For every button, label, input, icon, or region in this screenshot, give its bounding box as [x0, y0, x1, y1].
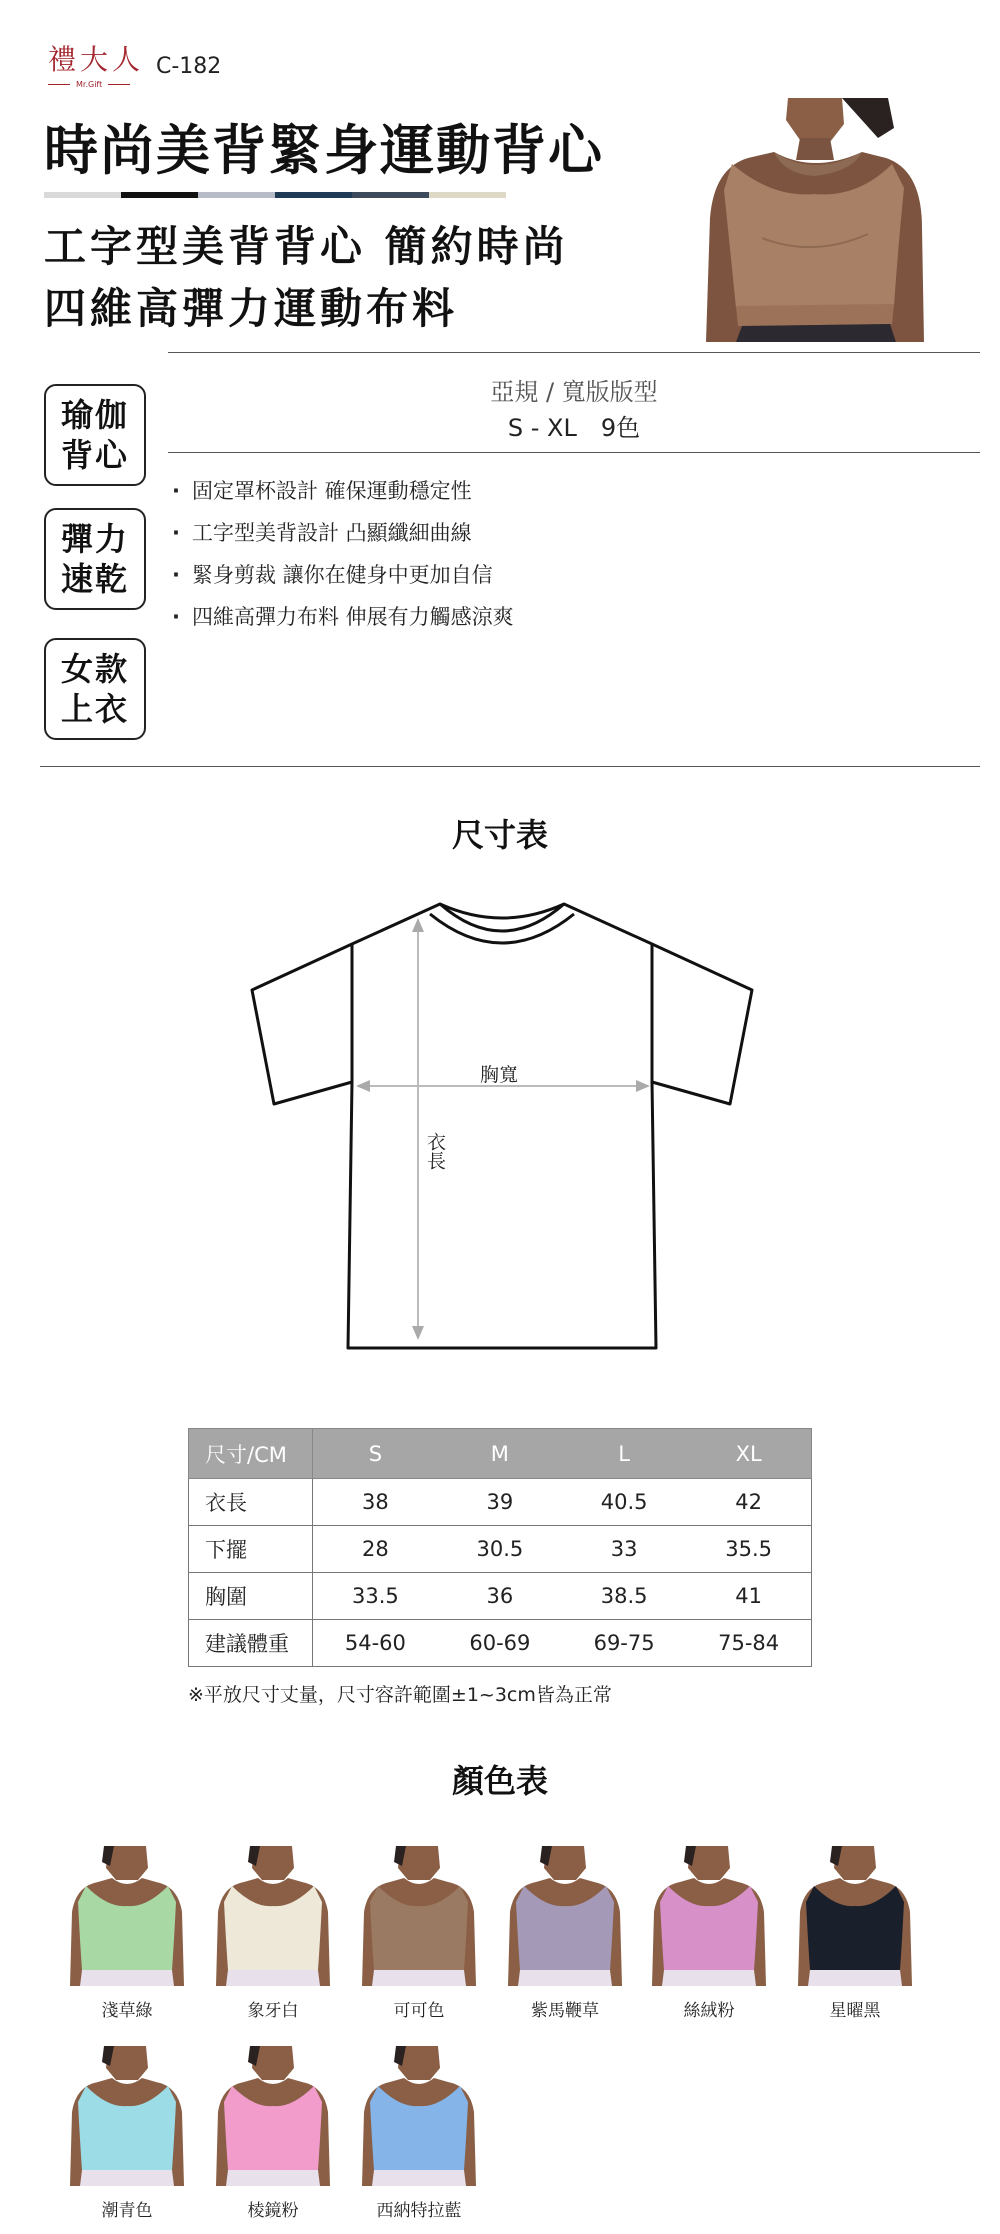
table-cell: 42	[686, 1479, 811, 1526]
table-cell: 69-75	[562, 1620, 686, 1667]
table-cell: 41	[686, 1573, 811, 1620]
badge-text: 瑜伽	[60, 396, 129, 434]
accent-segment	[275, 192, 352, 198]
size-range-spec: S - XL 9色	[507, 414, 641, 442]
brand-logo-text: 禮大人	[48, 43, 145, 76]
table-cell: 下擺	[189, 1526, 313, 1573]
accent-segment	[44, 192, 121, 198]
badge-text: 上衣	[60, 690, 129, 728]
table-header-cell: L	[562, 1429, 686, 1479]
badge-text: 彈力	[60, 520, 129, 558]
table-cell: 33.5	[313, 1573, 438, 1620]
color-swatch-label: 象牙白	[247, 2001, 299, 2021]
badge-text: 速乾	[60, 560, 129, 598]
feature-list	[172, 470, 514, 638]
accent-color-bar	[44, 192, 506, 198]
table-cell: 54-60	[313, 1620, 438, 1667]
table-cell: 33	[562, 1526, 686, 1573]
table-row	[189, 1573, 812, 1620]
table-row	[189, 1526, 812, 1573]
accent-segment	[198, 192, 275, 198]
table-row	[189, 1620, 812, 1667]
table-header-row	[189, 1429, 812, 1479]
color-swatch	[210, 1846, 336, 2021]
color-swatch-label: 棱鏡粉	[247, 2201, 299, 2221]
feature-item: · 四維高彈力布料 伸展有力觸感涼爽	[172, 596, 514, 638]
accent-segment	[121, 192, 198, 198]
color-chart-title: 顏色表	[451, 1762, 548, 1800]
table-cell: 38	[313, 1479, 438, 1526]
divider	[168, 452, 980, 453]
color-swatch-photo	[646, 1846, 772, 1986]
table-cell: 38.5	[562, 1573, 686, 1620]
brand-logo-subtext: Mr.Gift	[48, 80, 148, 89]
table-header-cell: XL	[686, 1429, 811, 1479]
badge-stretch-quickdry	[44, 508, 146, 610]
color-swatch-label: 紫馬鞭草	[531, 2001, 599, 2021]
page-title: 時尚美背緊身運動背心	[44, 119, 604, 182]
table-cell: 39	[438, 1479, 562, 1526]
badge-womens-top	[44, 638, 146, 740]
subtitle-line-1: 工字型美背背心 簡約時尚	[44, 222, 569, 271]
color-swatch	[792, 1846, 918, 2021]
hero-product-photo	[692, 98, 934, 342]
brand-logo	[48, 44, 148, 89]
color-swatch-photo	[210, 2046, 336, 2186]
size-chart-title: 尺寸表	[451, 816, 548, 854]
table-header-cell: S	[313, 1429, 438, 1479]
color-swatch-photo	[792, 1846, 918, 1986]
color-swatch-photo	[210, 1846, 336, 1986]
color-swatch-label: 可可色	[393, 2001, 445, 2021]
divider	[168, 352, 980, 353]
color-swatch	[356, 1846, 482, 2021]
feature-item: · 緊身剪裁 讓你在健身中更加自信	[172, 554, 514, 596]
color-swatch-photo	[356, 1846, 482, 1986]
divider	[40, 766, 980, 767]
color-swatch	[356, 2046, 482, 2221]
feature-item: · 工字型美背設計 凸顯纖細曲線	[172, 512, 514, 554]
table-cell: 75-84	[686, 1620, 811, 1667]
table-cell: 36	[438, 1573, 562, 1620]
color-swatch	[64, 2046, 190, 2221]
color-swatch-label: 星曜黑	[829, 2001, 881, 2021]
table-row	[189, 1479, 812, 1526]
color-swatch	[502, 1846, 628, 2021]
color-swatch-photo	[502, 1846, 628, 1986]
subtitle-line-2: 四維高彈力運動布料	[44, 284, 459, 333]
table-cell: 28	[313, 1526, 438, 1573]
table-cell: 胸圍	[189, 1573, 313, 1620]
badge-yoga-vest	[44, 384, 146, 486]
table-header-cell: 尺寸/CM	[189, 1429, 313, 1479]
table-cell: 衣長	[189, 1479, 313, 1526]
size-table	[188, 1428, 812, 1667]
table-cell: 35.5	[686, 1526, 811, 1573]
chest-width-label: 胸寬	[480, 1064, 519, 1086]
color-swatch	[210, 2046, 336, 2221]
badge-text: 背心	[60, 436, 129, 474]
color-swatch-photo	[64, 1846, 190, 1986]
table-header-cell: M	[438, 1429, 562, 1479]
color-swatch-photo	[64, 2046, 190, 2186]
color-swatch-label: 絲絨粉	[683, 2001, 735, 2021]
feature-item: · 固定罩杯設計 確保運動穩定性	[172, 470, 514, 512]
color-swatch-label: 淺草綠	[101, 2001, 153, 2021]
length-label: 衣長	[424, 1132, 446, 1170]
product-code: C-182	[156, 54, 222, 79]
accent-segment	[429, 192, 506, 198]
color-swatch-photo	[356, 2046, 482, 2186]
color-swatch-label: 潮青色	[101, 2201, 153, 2221]
tshirt-measurement-diagram	[240, 896, 760, 1358]
color-swatch-label: 西納特拉藍	[376, 2201, 462, 2221]
table-cell: 40.5	[562, 1479, 686, 1526]
accent-segment	[352, 192, 429, 198]
fit-spec: 亞規 / 寬版版型	[490, 378, 658, 406]
badge-text: 女款	[60, 650, 129, 688]
table-cell: 30.5	[438, 1526, 562, 1573]
color-swatch	[64, 1846, 190, 2021]
measurement-note: ※平放尺寸丈量，尺寸容許範圍±1~3cm皆為正常	[188, 1684, 612, 1706]
color-swatch	[646, 1846, 772, 2021]
table-cell: 建議體重	[189, 1620, 313, 1667]
table-cell: 60-69	[438, 1620, 562, 1667]
